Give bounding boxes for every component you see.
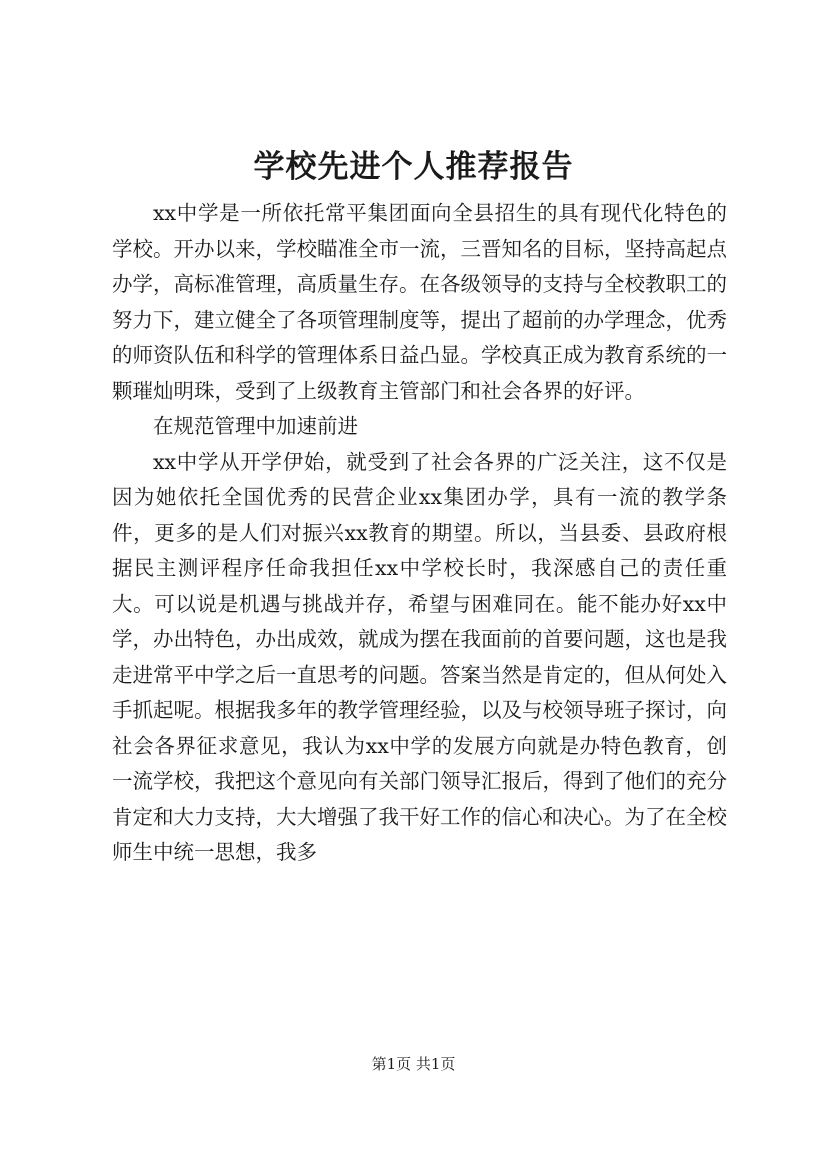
document-body [112,196,727,871]
document-title: 学校先进个人推荐报告 [253,149,574,185]
paragraph-management: xx中学从开学伊始，就受到了社会各界的广泛关注，这不仅是因为她依托全国优秀的民营企业xx集团办学，具有一流的教学条件，更多的是人们对振兴xx教育的期望。所以，当县委、县政府根据民主测评程序任命我担任xx中学校长时，我深感自己的责任重大。可以说是机遇与挑战并存，希望与困难同在。能不能办好xx中学，办出特色，办出成效，就成为摆在我面前的首要问题，这也是我走进常平中学之后一直思考的问题。答案当然是肯定的，但从何处入手抓起呢。根据我多年的教学管理经验，以及与校领导班子探讨，向社会各界征求意见，我认为xx中学的发展方向就是办特色教育，创一流学校，我把这个意见向有关部门领导汇报后，得到了他们的充分肯定和大力支持，大大增强了我干好工作的信心和决心。为了在全校师生中统一思想，我多 [112,449,727,864]
page-footer: 第1页 共1页 [371,1055,456,1073]
paragraph-intro: xx中学是一所依托常平集团面向全县招生的具有现代化特色的学校。开办以来，学校瞄准全市一流，三晋知名的目标，坚持高起点办学，高标准管理，高质量生存。在各级领导的支持与全校教职工的努力下，建立健全了各项管理制度等，提出了超前的办学理念，优秀的师资队伍和科学的管理体系日益凸显。学校真正成为教育系统的一颗璀灿明珠，受到了上级教育主管部门和社会各界的好评。 [112,201,727,403]
section-heading: 在规范管理中加速前进 [153,414,358,438]
